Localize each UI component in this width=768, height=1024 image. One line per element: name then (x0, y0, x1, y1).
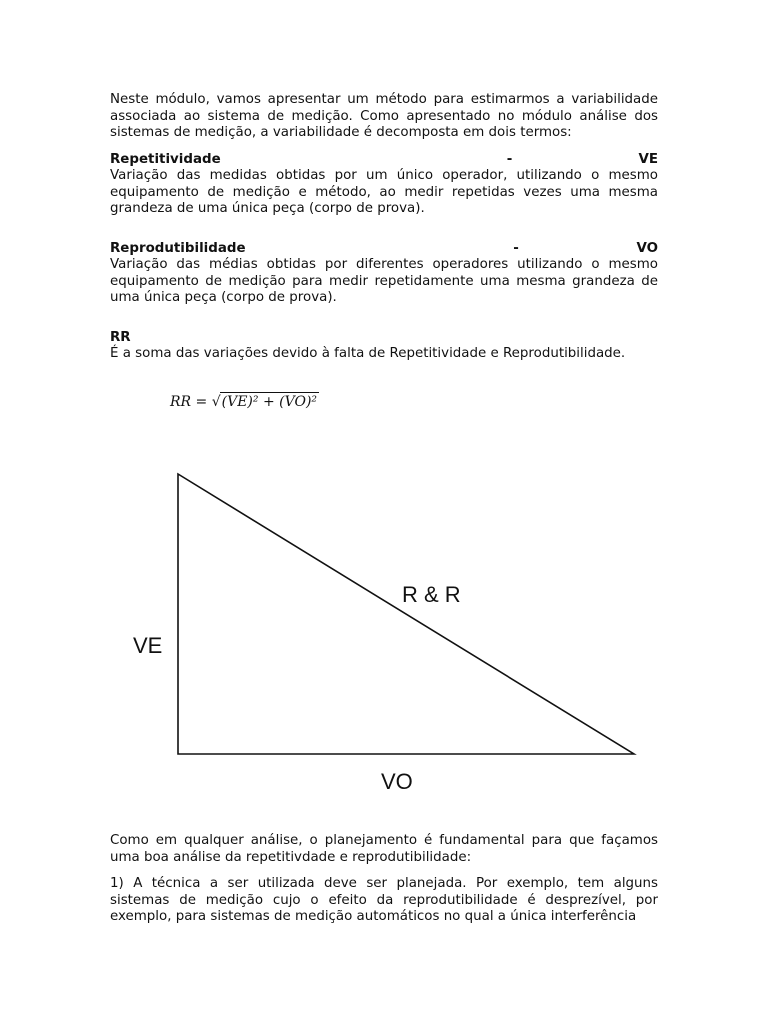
formula-lhs: RR = (170, 394, 212, 410)
repetitividade-dash: - (506, 151, 513, 167)
reprodutibilidade-term: Reprodutibilidade (110, 240, 246, 256)
technique-paragraph: 1) A técnica a ser utilizada deve ser planejada. Por exemplo, tem alguns sistemas de medição cujo o efeito da reprodutibilidade é desprezível, por exemplo, para sistemas de medição automáticos no qual a única interferência (110, 876, 658, 924)
closing-section (110, 833, 658, 926)
repetitividade-term: Repetitividade (110, 151, 221, 167)
sqrt-symbol: √ (211, 394, 221, 410)
rr-description: É a soma das variações devido à falta de Repetitividade e Reprodutibilidade. (110, 346, 626, 361)
repetitividade-description: Variação das medidas obtidas por um único operador, utilizando o mesmo equipamento de medição e método, ao medir repetidas vezes uma mesma grandeza de uma única peça (corpo de prova). (110, 168, 658, 216)
repetitividade-abbr: VE (638, 151, 658, 167)
vertical-side-label: VE (133, 633, 163, 658)
hypotenuse-label: R & R (402, 582, 461, 607)
formula-radicand: (VE)² + (VO)² (221, 394, 318, 410)
reprodutibilidade-dash: - (513, 240, 519, 256)
reprodutibilidade-abbr: VO (636, 240, 658, 256)
horizontal-side-label: VO (381, 769, 413, 794)
intro-paragraph: Neste módulo, vamos apresentar um método para estimarmos a variabilidade associada ao sistema de medição. Como apresentado no módulo análise dos sistemas de medição, a variabilidade é decomposta em dois termos: (110, 92, 658, 140)
reprodutibilidade-description: Variação das médias obtidas por diferentes operadores utilizando o mesmo equipamento de medição para medir repetidamente uma mesma grandeza de uma única peça (corpo de prova). (110, 257, 658, 305)
planning-paragraph: Como em qualquer análise, o planejamento é fundamental para que façamos uma boa análise da repetitivdade e reprodutibilidade: (110, 833, 658, 865)
triangle-shape (178, 474, 634, 754)
rr-heading: RR (110, 329, 131, 345)
